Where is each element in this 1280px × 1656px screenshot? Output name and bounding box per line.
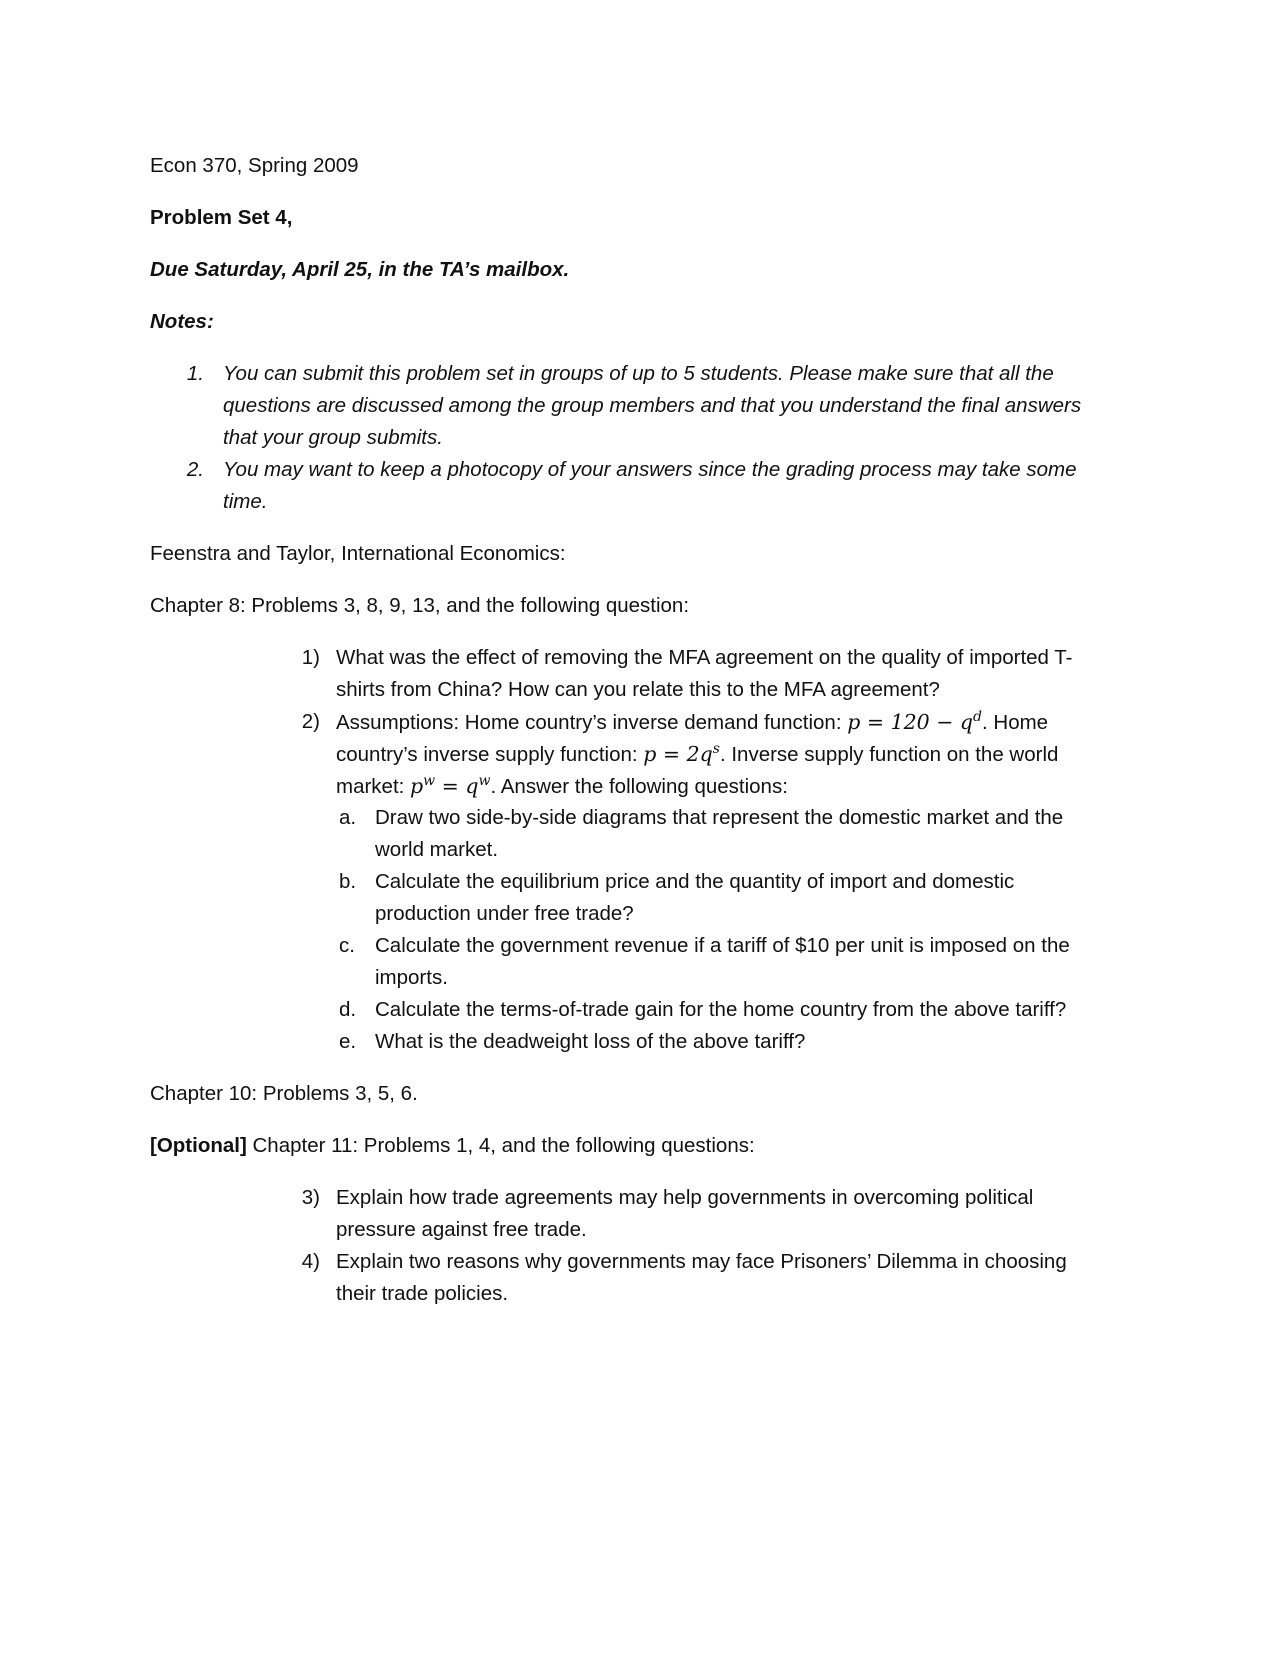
- subitem-label: c.: [339, 934, 355, 957]
- chapter8-heading: Chapter 8: Problems 3, 8, 9, 13, and the following question:: [150, 594, 690, 617]
- note-number: 1.: [186, 362, 204, 385]
- math-text: = q: [435, 774, 479, 798]
- subitem-line: world market.: [375, 838, 499, 861]
- question-line: their trade policies.: [336, 1282, 509, 1305]
- math-superscript: s: [712, 741, 720, 758]
- subitem-line: Calculate the equilibrium price and the quantity of import and domestic: [375, 870, 1015, 893]
- supply-equation: [643, 742, 720, 766]
- question-line: shirts from China? How can you relate this to the MFA agreement?: [336, 678, 940, 701]
- question-line: What was the effect of removing the MFA agreement on the quality of imported T-: [336, 646, 1073, 669]
- question-line: [336, 738, 1058, 771]
- text-span: Chapter 11: Problems 1, 4, and the following questions:: [246, 1134, 755, 1157]
- subitem-label: b.: [339, 870, 357, 893]
- subitem-line: Calculate the terms-of-trade gain for the home country from the above tariff?: [375, 998, 1067, 1021]
- math-superscript: w: [478, 773, 491, 790]
- subitem-line: imports.: [375, 966, 448, 989]
- question-line: Explain two reasons why governments may face Prisoners’ Dilemma in choosing: [336, 1250, 1067, 1273]
- subitem-line: What is the deadweight loss of the above tariff?: [375, 1030, 806, 1053]
- text-span: Assumptions: Home country’s inverse demand function:: [336, 711, 848, 734]
- subitem-line: production under free trade?: [375, 902, 634, 925]
- subitem-line: Calculate the government revenue if a tariff of $10 per unit is imposed on the: [375, 934, 1070, 957]
- textbook-line: Feenstra and Taylor, International Economics:: [150, 542, 566, 565]
- math-superscript: d: [973, 709, 982, 726]
- note-line: that your group submits.: [223, 426, 443, 449]
- question-line: Explain how trade agreements may help governments in overcoming political: [336, 1186, 1034, 1209]
- math-text: p = 120 − q: [847, 710, 974, 734]
- subitem-line: Draw two side-by-side diagrams that represent the domestic market and the: [375, 806, 1064, 829]
- subitem-label: d.: [339, 998, 357, 1021]
- chapter11-heading: [150, 1130, 755, 1162]
- question-number: 1): [301, 646, 320, 669]
- math-text: p = 2q: [643, 742, 713, 766]
- question-line: [336, 706, 1048, 739]
- notes-label: Notes:: [150, 310, 214, 333]
- note-line: questions are discussed among the group members and that you understand the final answers: [223, 394, 1082, 417]
- demand-equation: [847, 710, 982, 734]
- text-span: market:: [336, 775, 411, 798]
- question-line: pressure against free trade.: [336, 1218, 587, 1241]
- question-line: [336, 770, 788, 803]
- subitem-label: e.: [339, 1030, 357, 1053]
- math-superscript: w: [423, 773, 436, 790]
- course-line: Econ 370, Spring 2009: [150, 154, 359, 177]
- optional-label: [Optional]: [150, 1134, 247, 1157]
- problem-set-title: Problem Set 4,: [150, 206, 293, 229]
- note-number: 2.: [186, 458, 204, 481]
- text-span: country’s inverse supply function:: [336, 743, 644, 766]
- text-span: . Answer the following questions:: [490, 775, 788, 798]
- subitem-label: a.: [339, 806, 357, 829]
- question-number: 3): [301, 1186, 320, 1209]
- chapter10-heading: Chapter 10: Problems 3, 5, 6.: [150, 1082, 418, 1105]
- note-line: You can submit this problem set in groups of up to 5 students. Please make sure that all the: [223, 362, 1054, 385]
- question-number: 4): [301, 1250, 320, 1273]
- due-date-line: Due Saturday, April 25, in the TA’s mailbox.: [150, 258, 570, 281]
- text-span: . Home: [982, 711, 1049, 734]
- note-line: time.: [223, 490, 268, 513]
- question-number: 2): [301, 710, 320, 733]
- text-span: . Inverse supply function on the world: [719, 743, 1059, 766]
- math-text: p: [410, 774, 424, 798]
- world-supply-equation: [410, 774, 490, 798]
- note-line: You may want to keep a photocopy of your answers since the grading process may take some: [223, 458, 1077, 481]
